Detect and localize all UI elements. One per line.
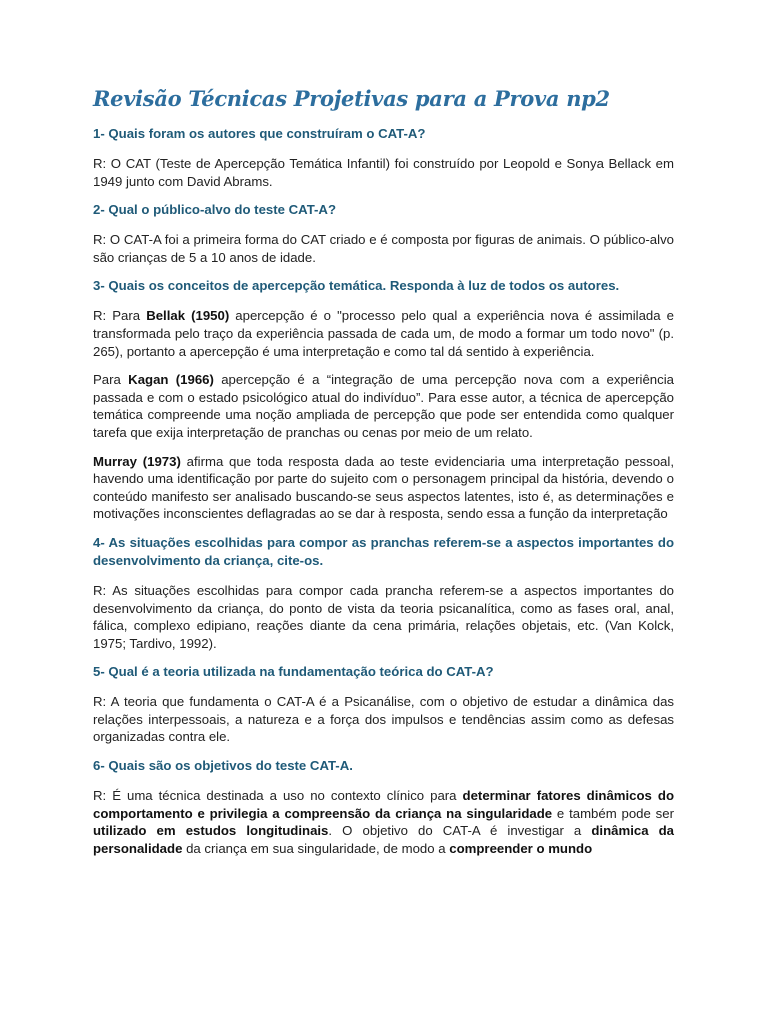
answer-3-kagan-text: apercepção é a “integração de uma percepção nova com a experiência passada e com o estado psicológico atual do indivíduo”. Para esse autor, a técnica de apercepção temática compreende uma noção ampliada de percepção que pode ser entendida como qualquer tarefa que exija interpretação de pranchas ou cenas por meio de um relato.	[93, 372, 675, 440]
answer-3-kagan-prefix: Para	[93, 372, 129, 388]
answer-5: R: A teoria que fundamenta o CAT-A é a Psicanálise, com o objetivo de estudar a dinâmica das relações interpessoais, a natureza e a força dos impulsos e tendências assim como as defesas organizadas contra ele.	[93, 694, 674, 745]
answer-3-murray-text: afirma que toda resposta dada ao teste evidenciaria uma interpretação pessoal, havendo uma identificação por parte do sujeito com o personagem principal da história, devendo o conteúdo manifesto ser analisado buscando-se seus aspectos latentes, isto é, as determinações e motivações inconscientes deflagradas ao se dar à resposta, sendo essa a função da interpretação	[93, 453, 674, 522]
answer-6-bold-4: compreender o mundo	[449, 840, 593, 856]
answer-1: R: O CAT (Teste de Apercepção Temática Infantil) foi construído por Leopold e Sonya Bellack em 1949 junto com David Abrams.	[93, 156, 674, 189]
question-1: 1- Quais foram os autores que construíram o CAT-A?	[93, 126, 426, 141]
document-title: Revisão Técnicas Projetivas para a Prova np2	[93, 86, 610, 111]
author-murray: Murray (1973)	[93, 453, 181, 469]
question-2: 2- Qual o público-alvo do teste CAT-A?	[93, 202, 337, 218]
answer-6-text-4: da criança em sua singularidade, de modo a	[182, 840, 450, 856]
question-4: 4- As situações escolhidas para compor as pranchas referem-se a aspectos importantes do desenvolvimento da criança, cite-os.	[93, 534, 674, 568]
answer-6-text-3: . O objetivo do CAT-A é investigar a	[328, 823, 592, 839]
answer-2: R: O CAT-A foi a primeira forma do CAT criado e é composta por figuras de animais. O público-alvo são crianças de 5 a 10 anos de idade.	[93, 232, 674, 265]
answer-6-text-2: e também pode ser	[552, 805, 674, 821]
author-bellak: Bellak (1950)	[146, 308, 230, 324]
answer-6-bold-2: utilizado em estudos longitudinais	[93, 823, 329, 839]
answer-3-bellak-prefix: R: Para	[93, 308, 147, 324]
answer-3-bellak	[93, 307, 674, 360]
answer-4: R: As situações escolhidas para compor cada prancha referem-se a aspectos importantes do desenvolvimento da criança, do ponto de vista da teoria psicanalítica, como as fases oral, anal, fálica, complexo edipiano, reações diante da cena primária, relações objetais, etc. (Van Kolck, 1975; Tardivo, 1992).	[93, 582, 674, 651]
answer-3-bellak-text: apercepção é o "processo pelo qual a experiência nova é assimilada e transformada pelo traço da experiência passada de cada um, de modo a formar um todo novo" (p. 265), portanto a apercepção é uma interpretação e como tal dá sentido à experiência.	[93, 308, 675, 359]
document-page	[93, 86, 674, 868]
answer-3-kagan	[93, 371, 674, 441]
answer-6-bold-3: dinâmica da personalidade	[93, 823, 674, 856]
answer-6-bold-1: determinar fatores dinâmicos do comportamento e privilegia a compreensão da criança na singularidade	[93, 788, 675, 821]
question-6: 6- Quais são os objetivos do teste CAT-A.	[93, 758, 353, 774]
author-kagan: Kagan (1966)	[128, 372, 214, 388]
answer-6	[93, 787, 674, 857]
question-3: 3- Quais os conceitos de apercepção temática. Responda à luz de todos os autores.	[93, 278, 620, 294]
question-5: 5- Qual é a teoria utilizada na fundamentação teórica do CAT-A?	[93, 664, 494, 680]
answer-3-murray	[93, 453, 674, 523]
answer-6-text-1: R: É uma técnica destinada a uso no contexto clínico para	[93, 788, 463, 804]
